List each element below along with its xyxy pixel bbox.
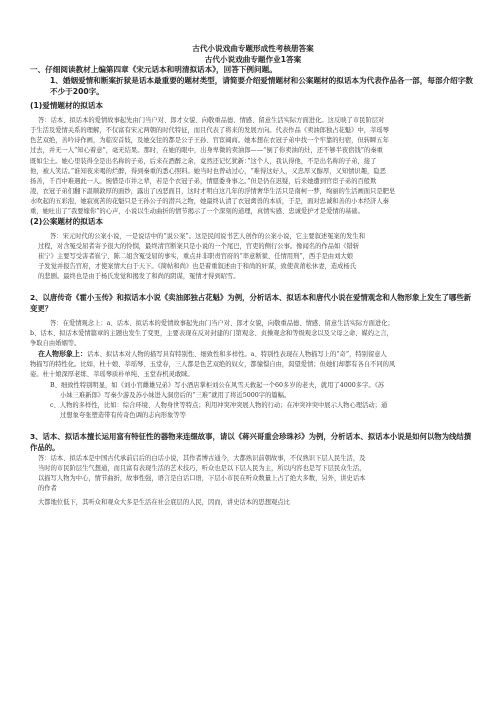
answer-line: 于生活及爱情关系的理解，不仅富有宋元两朝的时代特征，而且代表了将来的发展方向。代表作品《卖油郎独占花魁》中，莘瑶琴 [30,127,389,135]
question-1-heading: 一、仔细阅读教材上编第四章《宋元话本和明清拟话本》，回答下例问题。 [30,65,277,74]
answer-line: c、人物的多样性，比如：综合环境、人物身世等特点；利用冲突冲突展人物的行动；在冲突冲突中展示人物心理活动；通 [50,401,388,409]
question-3-heading: 3、话本、拟话本擅长运用富有特征性的器物来连缀故事，请以《蒋兴哥重会珍珠衫》为例，分析话本、拟话本小说是如何以物为线结撰作品的。 [30,431,472,452]
answer-line: 重，她吐出了“我要嫁你”的心声，小说以生动曲折的情节揭示了一个深刻的道理，真情实感、忠诚爱护才是爱情的基础。 [30,208,364,216]
answer-text: 话本、拟话本对人物的描写具有特别性、细致性和多样性。a、特别性表现在人物描写上的“奇”，特别留意人 [87,351,387,359]
answer-line: 答：话本、拟话本是中国古代承前启后的白话小说，其作者博古通今，大都熟识前朝故事，不仅熟识下层人民生活，及 [38,454,366,462]
answer-line: 凌，衣冠子弟们翻下温顺敦厚的面纱，露出了凶恶面目，这时才明白这几年的浮情奢华生活只是南柯一梦，绚丽的生活画面只是肥皂 [30,187,396,195]
answer-line: 以描写人物为中心，情节曲折，故事性强，语言是白话口语，下层小市民在听众数量上占了绝大多数，另外，讲史话本 [38,474,366,482]
answer-line: 他，被人笑话。”谁知夜来喝的烂醉，得到秦重的悉心照料。她当时也曾动过心，“难得这好人，又忠厚又醇厚，又知情识趣，隐恶 [30,167,386,175]
answer-line: 大都地位低下，其听众和观众大多是生活在社会底层的人民，因而，讲史话本的思想观点比 [38,498,290,506]
section-2-answer [30,232,476,282]
answer-line: 小妹三难新郎》写秦少游及苏小妹进入洞房后的“三难”就用了将近5000字的篇幅。 [60,391,291,399]
answer-line: 水吹起的五彩泡，她寂寞苦的花魁只是王孙公子的潜兴之物，她最终认清了衣冠禽兽的本质，于是，面对忠诚和善的小本经济人秦 [30,197,389,205]
answer-line: B、细致性特别明显，如《刘小官雌雄兄弟》写小酒店掌柜刘公在风雪天救起一个60多岁的老夫，就用了4000多字。《苏 [50,381,385,389]
answer-line: 答：在爱情观念上：a、话本、拟话本的爱情故事起先由门当户对、郎才女貌，向敬重品德、情感、留意生活实际方面进化； [50,319,394,327]
answer-line: 过程，对含冤受屈者寄予很大的怜悯，最终清官断案只是小说的一个尾巴，官吏的侧行公事。像闻名的作品如《错斩 [38,243,360,251]
answer-line: 姿。杜十娘深厚老练、莘瑶琴质朴单纯、玉堂春机灵敢睐。 [30,371,194,379]
question-1-subquestion: 1、婚姻爱情和断案折狱是话本最重要的题材类型，请简要介绍爱情题材和公案题材的拟话本为代表作品各一部，每部介绍字数不少于200字。 [50,75,473,96]
document-page [30,44,476,508]
question-3-answer [30,454,476,508]
answer-line: 崔宁》主要写受害者崔宁、陈二姐含冤受屈的事实，重点并非职责官府的“率意断狱、任情用刑”，西手是由刘大娘 [38,253,353,261]
answer-line: 过去，并无一人“知心着意”，毫无结果。那时，在她的眼中，出身卑微的卖油郎——“倒了你卖油的灶，还不够半夜宿钱”的秦重 [30,147,383,155]
answer-line: 答：宋元时代的公案小说，一是说话中的“说公案”。这是民间说书艺人创作的公案小说，它主要叙述冤案的发生和 [50,232,365,240]
section-1-label: (1)爱情题材的拟话本 [30,101,103,111]
answer-line: 过想象夸张塑造带有传奇色调的志向形象等等 [60,411,186,419]
answer-line: 色艺双绝，善吟诗作画，为临安首妓，及她交往的都是公子王孙、官宦阔商。她本想在衣冠子弟中找一个牢靠的归宿，但转瞬五年 [30,137,389,145]
answer-line [30,349,476,360]
document-title: 古代小说戏曲专题形成性考核册答案 [192,44,314,53]
document-subtitle: 古代小说戏曲专题作业1答案 [204,54,302,64]
answer-line: 当时的市民阶层生气想通，而且富有表现生活的艺术技巧，听众也是以下层人民为主，所以内容也是写下层民众生活， [38,464,366,472]
answer-line: 物描写的特性化。比如，杜十娘、莘瑶琴、玉堂春，三人都是色艺双绝的奴女，都憧憬自由，渴望爱情；但她们却都有各自不同的风 [30,361,396,369]
question-2-answer [30,319,476,421]
answer-line: 争取自由婚姻等。 [30,340,81,348]
character-subhead: 在人物形象上： [38,350,87,359]
answer-line: 答：话本、拟话本的爱情故事起先由门当户对、郎才女貌、向敬重品德、情感、留意生活实际方面进化。这反映了市民阶层对 [38,117,385,125]
answer-line: 扬善，千百中难遇此一人。惋惜是市井之辈，若是个衣冠子弟，情愿委身事之。”但是仍在迟疑，后来她遭到官宦子弟的百般欺 [30,177,377,185]
question-2-heading: 2、以唐传奇《霍小玉传》和拟话本小说《卖油郎独占花魁》为例，分析话本、拟话本和唐代小说在爱情观念和人物形象上发生了哪些新变更？ [30,293,472,314]
answer-line: b、话本、拟话本爱情篇章的主题也发生了变更，主要表现在反对封建的门第观念、贞操观念和等级观念以及父母之命、媒妁之言， [30,330,393,338]
answer-line: 的悲剧。最终也是由于杨氏发觉和揭发了和尚的阴谋，冤情才得到昭雪。 [38,273,240,281]
section-1-answer [30,116,476,217]
answer-line: 既如尘土。她心里装得全是出名称的子弟，后来在酒醉之余，竟然还记忆犹新：”这个人，我认得他，不是出名称的子弟，接了 [30,157,377,165]
section-2-label: (2)公案题材的拟话本 [30,217,103,227]
answer-line: 子发觉并报告官府，才使案情大白于天下。《简帖和尚》也是着重叙述由于和尚的奸谋，致使黄莆松休妻，造成杨氏 [38,263,356,271]
answer-line: 的作者 [38,484,57,492]
